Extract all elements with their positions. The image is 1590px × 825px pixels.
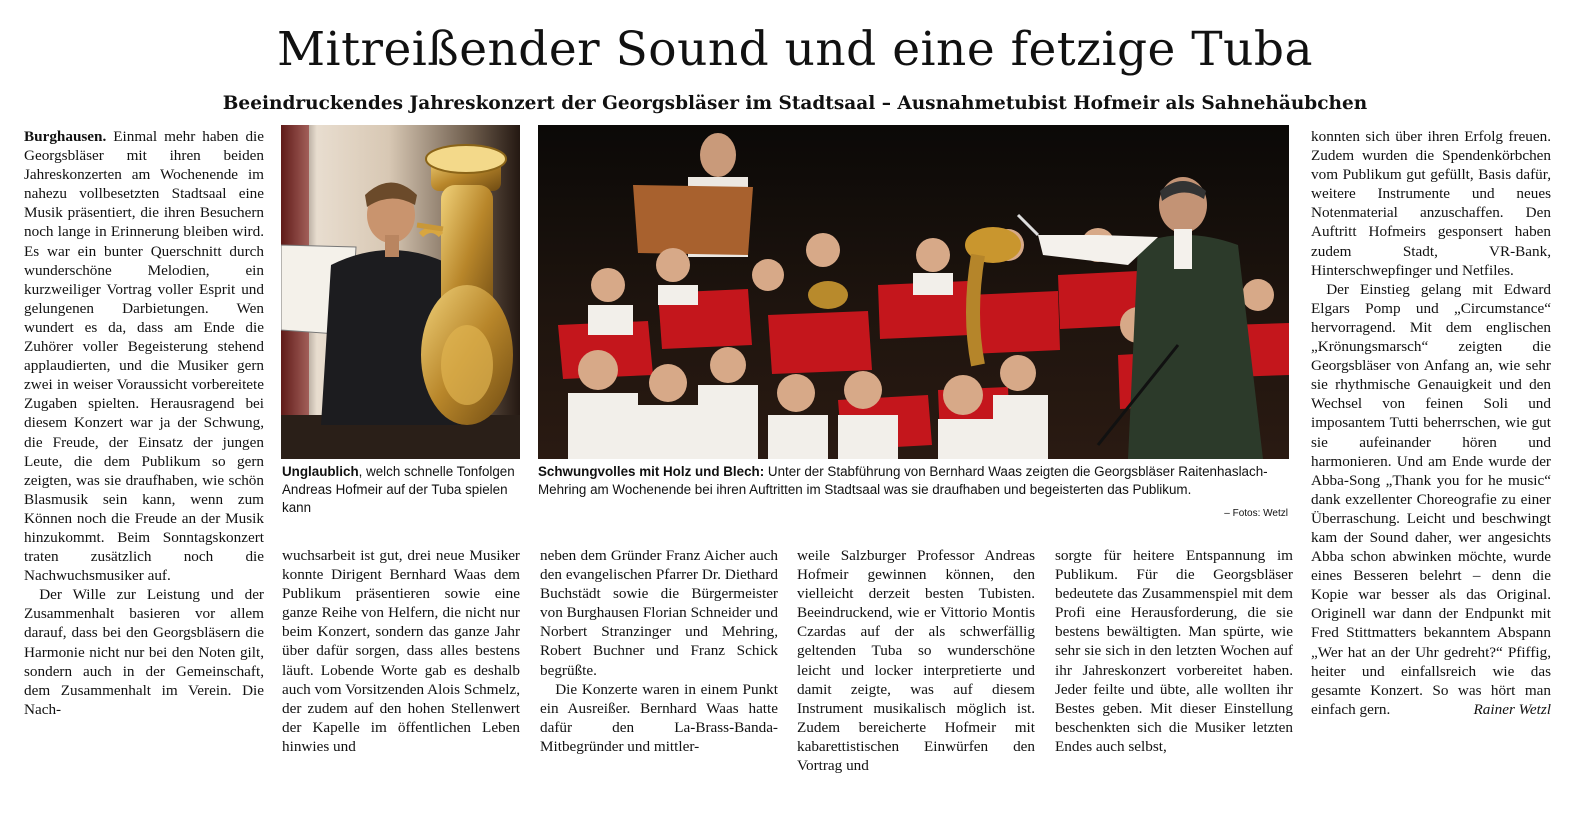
photo-orchestra bbox=[538, 125, 1289, 459]
article-column-4 bbox=[797, 546, 1035, 775]
paragraph bbox=[1311, 280, 1551, 719]
caption-text: , welch schnelle Tonfolgen Andreas Hofmeir auf der Tuba spielen kann bbox=[282, 464, 515, 515]
caption-orchestra bbox=[538, 463, 1290, 499]
headline: Mitreißender Sound und eine fetzige Tuba bbox=[276, 22, 1314, 77]
subheadline: Beeindruckendes Jahreskonzert der Georgsbläser im Stadtsaal – Ausnahmetubist Hofmeir als Sahnehäubchen bbox=[222, 93, 1368, 114]
photo-tuba-player bbox=[281, 125, 520, 459]
paragraph: weile Salzburger Professor Andreas Hofmeir gewinnen können, den vielleicht derzeit besten Tubisten. Beeindruckend, wie er Vittorio Montis Czardas auf der als schwerfällig geltenden Tuba so wunderschöne leicht und locker interpretierte und damit zeigte, was auf diesem Instrument musikalisch möglich ist. Zudem bereicherte Hofmeir mit kabarettistischen Einwürfen den Vortrag und bbox=[797, 547, 1035, 775]
paragraph: wuchsarbeit ist gut, drei neue Musiker konnte Dirigent Bernhard Waas dem Publikum präsentieren sowie eine ganze Reihe von Helfern, die nicht nur beim Konzert, sondern das ganze Jahr über dafür sorgen, dass alles bestens läuft. Lobende Worte gab es deshalb auch vom Vorsitzenden Alois Schmelz, der zudem auf den hohen Stellenwert der Kapelle im öffentlichen Leben hinwies und bbox=[282, 547, 520, 755]
caption-lead: Unglaublich bbox=[282, 464, 359, 479]
article-column-3 bbox=[540, 546, 778, 756]
dateline: Burghausen. bbox=[24, 128, 107, 145]
paragraph: konnten sich über ihren Erfolg freuen. Zudem wurden die Spendenkörbchen vom Publikum gut gefüllt, Basis dafür, weitere Instrumente und neues Notenmaterial anzuschaffen. Den Auftritt Hofmeirs gesponsert haben zudem Stadt, VR-Bank, Hinterschwepfinger und Netfiles. bbox=[1311, 128, 1551, 279]
paragraph: Die Konzerte waren in einem Punkt ein Ausreißer. Bernhard Waas hatte dafür den La-Brass-Banda-Mitbegründer und mittler- bbox=[540, 680, 778, 755]
paragraph-text: Der Einstieg gelang mit Edward Elgars Pomp und „Circumstance“ hervorragend. Mit dem englischen „Krönungsmarsch“ zeigten die Georgsbläser von Anfang an, wie sehr sie rhythmische Genauigkeit und den Wechsel von feinen Soli und imposantem Tutti beherrschen, wie gut sie aufeinander hören und harmonieren. Und am Ende wurde der Abba-Song „Thank you for he music“ dank exzellenter Choreografie zu einer Überraschung. Leicht und beschwingt kam der Sound daher, wer angesichts Abba schon abwinken möchte, wurde eines Besseren belehrt – denn die Kopie war besser als das Original. Originell war dann der Endpunkt mit Fred Stittmatters bekanntem Abspann „Wer hat an der Uhr gedreht?“ Pfiffig, heiter und einfallsreich wie das gesamte Konzert. So was hört man einfach gern. bbox=[1311, 280, 1551, 718]
author-byline: Rainer Wetzl bbox=[1473, 700, 1551, 718]
paragraph: Der Wille zur Leistung und der Zusammenhalt basieren vor allem darauf, dass bei den Georgsbläsern die Harmonie nicht nur bei den Noten gilt, sondern auch in der Gemeinschaft, dem Zusammenhalt im Verein. Die Nach- bbox=[24, 586, 264, 718]
paragraph: neben dem Gründer Franz Aicher auch den evangelischen Pfarrer Dr. Diethard Buchstädt sowie die Bürgermeister von Burghausen Florian Schneider und Norbert Stranzinger und Mehring, Robert Buchner und Franz Schick begrüßte. bbox=[540, 547, 778, 679]
article-column-1 bbox=[24, 127, 264, 719]
tuba-player-image bbox=[281, 125, 520, 459]
paragraph bbox=[24, 127, 264, 585]
article-column-2 bbox=[282, 546, 520, 756]
paragraph-text: Einmal mehr haben die Georgsbläser mit ihren beiden Jahreskonzerten am Wochenende im nahezu vollbesetzten Stadtsaal eine Musik präsentiert, die ihren Besuchern noch lange in Erinnerung bleiben wird. Es war ein bunter Querschnitt durch wunderschöne Melodien, ein kurzweiliger Vortrag voller Esprit und gelungenen Darbietungen. Wen wundert es da, dass am Ende die Zuhörer voller Begeisterung stehend applaudierten, und die Musiker gern zwei in weiser Voraussicht vorbereitete Zugaben spielten. Herausragend bei diesem Konzert war ja der Schwung, die Freude, der Einsatz der jungen Leute, die dem Publikum so gern zeigten, was sie draufhaben, wie schön Blasmusik sein kann, wenn zum Können noch die Freude an der Musik hinzukommt. Beim Sonntagskonzert traten zusätzlich noch die Nachwuchsmusiker auf. bbox=[24, 128, 264, 585]
paragraph: sorgte für heitere Entspannung im Publikum. Für die Georgsbläser bedeutete das Zusammenspiel mit dem Profi eine Herausforderung, die sie bestens bewältigten. Man spürte, wie sehr sie sich in den letzten Wochen auf ihr Jahreskonzert vorbereitet haben. Jeder feilte und übte, alle wollten ihr Bestes geben. Mit dieser Einstellung beschenkten sich die Musiker letzten Endes auch selbst, bbox=[1055, 547, 1293, 755]
article-column-5 bbox=[1055, 546, 1293, 756]
caption-tuba bbox=[282, 463, 520, 517]
orchestra-image bbox=[538, 125, 1289, 459]
caption-lead: Schwungvolles mit Holz und Blech: bbox=[538, 464, 765, 479]
article-column-6 bbox=[1311, 127, 1551, 719]
photo-credit: – Fotos: Wetzl bbox=[1224, 508, 1288, 519]
caption-text: Unter der Stabführung von Bernhard Waas zeigten die Georgsbläser Raitenhaslach-Mehring am Wochenende bei ihren Auftritten im Stadtsaal was sie draufhaben und begeisterten das Publikum. bbox=[538, 464, 1268, 497]
